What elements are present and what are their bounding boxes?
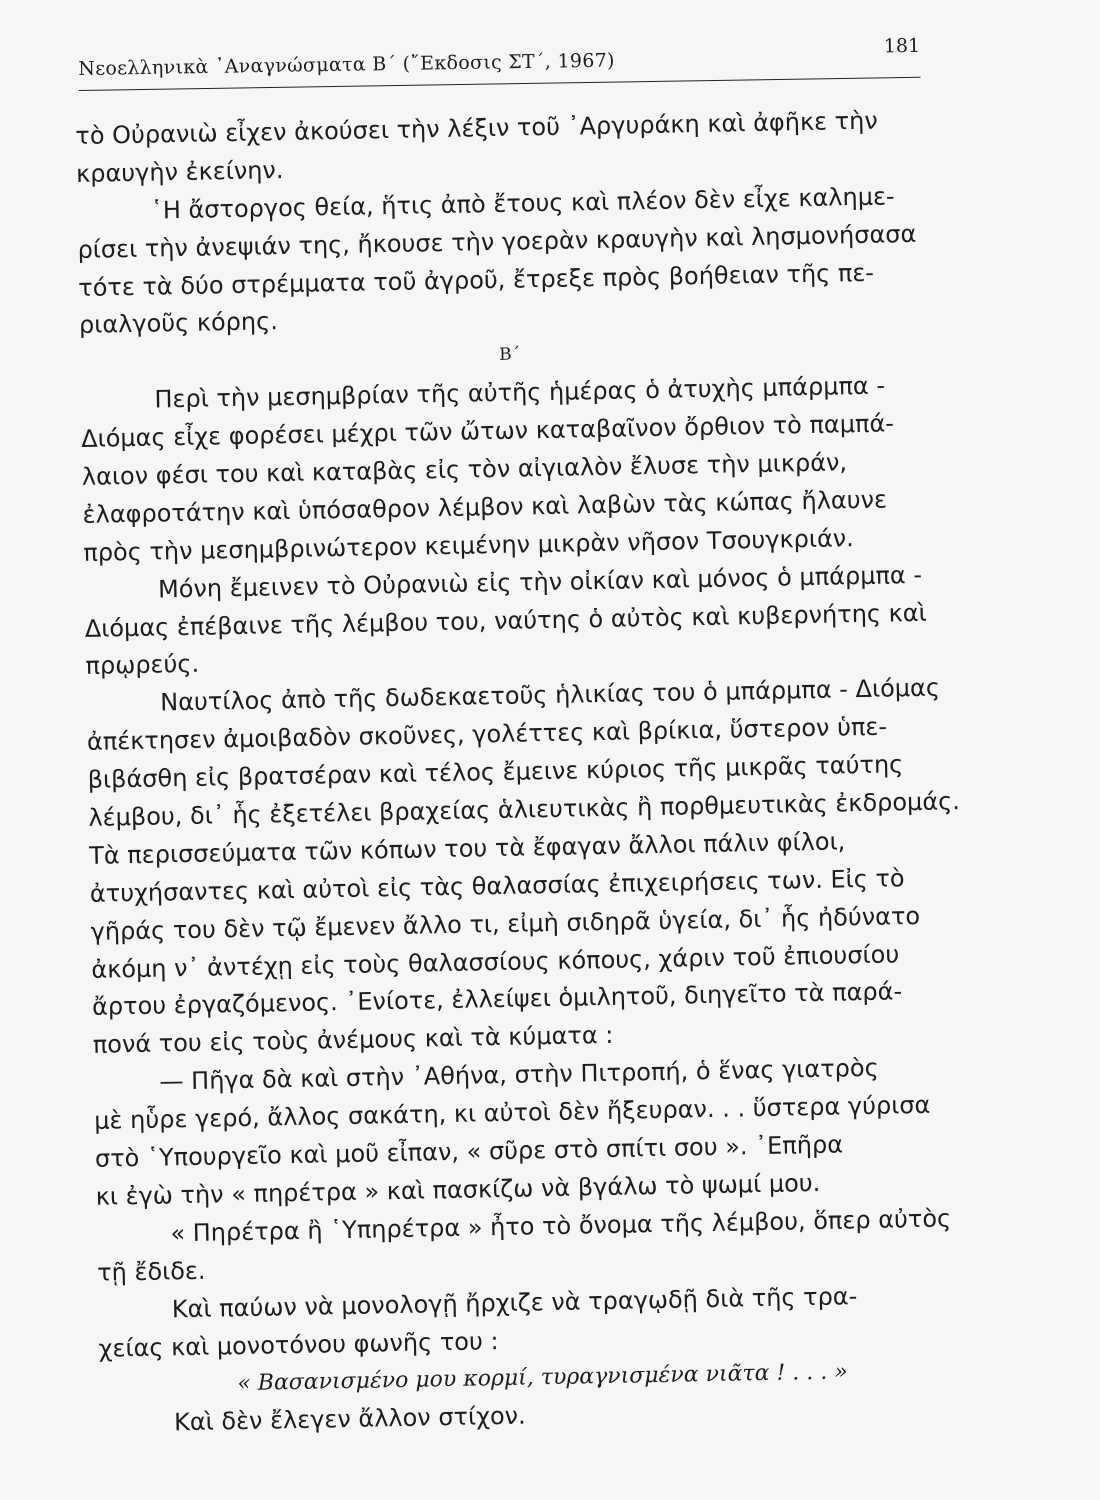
text-line: μὲ ηὗρε γερό, ἄλλος σακάτη, κι αὐτοὶ δὲν ἤξευραν. . . ὕστερα γύρισα: [93, 1090, 931, 1135]
text-line: ἀπέκτησεν ἀμοιβαδὸν σκοῦνες, γολέττες καὶ βρίκια, ὕστερον ὑπε-: [86, 712, 888, 757]
text-line: λέμβου, δι᾿ ἧς ἐξετέλει βραχείας ἁλιευτικὰς ἢ πορθμευτικὰς ἐκδρομάς.: [88, 787, 961, 832]
text-line: ῾Η ἄστοργος θεία, ἥτις ἀπὸ ἔτους καὶ πλέον δὲν εἶχε καλημε-: [150, 182, 895, 225]
text-line: ρίσει τὴν ἀνεψιάν της, ἤκουσε τὴν γοερὰν κραυγὴν καὶ λησμονήσασα: [77, 219, 917, 264]
text-line: ἐλαφροτάτην καὶ ὑπόσαθρον λέμβον καὶ λαβὼν τὰς κώπας ἤλαυνε: [82, 485, 888, 529]
text-line: βιβάσθη εἰς βρατσέραν καὶ τέλος ἔμεινε κύριος τῆς μικρᾶς ταύτης: [87, 750, 904, 795]
text-line: Καὶ δὲν ἔλεγεν ἄλλον στίχον.: [173, 1401, 526, 1437]
text-line: ἀκόμη ν᾿ ἀντέχῃ εἰς τοὺς θαλασσίους κόπους, χάριν τοῦ ἐπιουσίου: [91, 939, 900, 984]
text-line: τῇ ἔδιδε.: [96, 1256, 206, 1287]
text-line: Ναυτίλος ἀπὸ τῆς δωδεκαετοῦς ἡλικίας του ὁ μπάρμπα - Διόμας: [159, 673, 941, 717]
text-line: Περὶ τὴν μεσημβρίαν τῆς αὐτῆς ἡμέρας ὁ ἀτυχὴς μπάρμπα -: [154, 371, 886, 414]
section-heading: Β΄: [498, 344, 521, 366]
running-head: Νεοελληνικὰ ᾿Αναγνώσματα Β΄ (῎Εκδοσις ΣΤ΄, 1967): [78, 49, 615, 80]
text-line: Μόνη ἔμεινεν τὸ Οὐρανιὼ εἰς τὴν οἰκίαν καὶ μόνος ὁ μπάρμπα -: [157, 560, 923, 604]
text-line: Διόμας ἐπέβαινε τῆς λέμβου του, ναύτης ὁ αὐτὸς καὶ κυβερνήτης καὶ: [84, 598, 927, 643]
text-line: χείας καὶ μονοτόνου φωνῆς του :: [98, 1326, 499, 1363]
text-line: ἄρτου ἐργαζόμενος. ᾿Ενίοτε, ἐλλείψει ὁμιλητοῦ, διηγεῖτο τὰ παρά-: [91, 977, 903, 1022]
text-line: κι ἐγὼ τὴν « πηρέτρα » καὶ πασκίζω νὰ βγάλω τὸ ψωμί μου.: [95, 1168, 821, 1211]
text-line: τότε τὰ δύο στρέμματα τοῦ ἀγροῦ, ἔτρεξε πρὸς βοήθειαν τῆς πε-: [77, 258, 875, 302]
text-line: ριαλγοῦς κόρης.: [78, 307, 279, 340]
text-line: τὸ Οὐρανιὼ εἶχεν ἀκούσει τὴν λέξιν τοῦ ᾿Αργυράκη καὶ ἀφῆκε τὴν: [75, 106, 878, 150]
header-rule: [79, 77, 921, 91]
text-line: Τὰ περισσεύματα τῶν κόπων του τὰ ἔφαγαν ἄλλοι πάλιν φίλοι,: [88, 827, 846, 870]
body-text: [75, 101, 960, 1443]
text-line: Καὶ παύων νὰ μονολογῇ ἤρχιζε νὰ τραγῳδῇ διὰ τῆς τρα-: [171, 1281, 858, 1323]
text-line: πρὸς τὴν μεσημβρινώτερον κειμένην μικρὰν νῆσον Τσουγκριάν.: [83, 523, 855, 567]
text-line: κραυγὴν ἐκείνην.: [75, 155, 284, 188]
text-line: πρῳρεύς.: [85, 650, 200, 681]
text-line: Διόμας εἶχε φορέσει μέχρι τῶν ὤτων καταβαῖνον ὄρθιον τὸ παμπά-: [80, 409, 895, 454]
verse-line: « Βασανισμένο μου κορμί, τυραγνισμένα νιᾶτα ! . . . »: [237, 1359, 848, 1397]
text-line: « Πηρέτρα ἢ ῾Υπηρέτρα » ἦτο τὸ ὄνομα τῆς λέμβου, ὅπερ αὐτὸς: [170, 1204, 952, 1248]
text-line: λαιον φέσι του καὶ καταβὰς εἰς τὸν αἰγιαλὸν ἔλυσε τὴν μικράν,: [81, 448, 848, 491]
dialogue-line: — Πῆγα δὰ καὶ στὴν ᾿Αθήνα, στὴν Πιτροπή, ὁ ἕνας γιατρὸς: [159, 1054, 879, 1096]
text-line: στὸ ῾Υπουργεῖο καὶ μοῦ εἶπαν, « σῦρε στὸ σπίτι σου ». ᾿Επῆρα: [94, 1130, 844, 1173]
text-line: πονά του εἰς τοὺς ἀνέμους καὶ τὰ κύματα :: [92, 1021, 614, 1060]
page-number: 181: [883, 34, 921, 58]
text-line: ἀτυχήσαντες καὶ αὐτοὶ εἰς τὰς θαλασσίας ἐπιχειρήσεις των. Εἰς τὸ: [89, 864, 905, 908]
text-line: γῆράς του δὲν τῷ ἔμενεν ἄλλο τι, εἰμὴ σιδηρᾶ ὑγεία, δι᾿ ἧς ἠδύνατο: [90, 901, 921, 946]
page-header: [78, 35, 921, 98]
